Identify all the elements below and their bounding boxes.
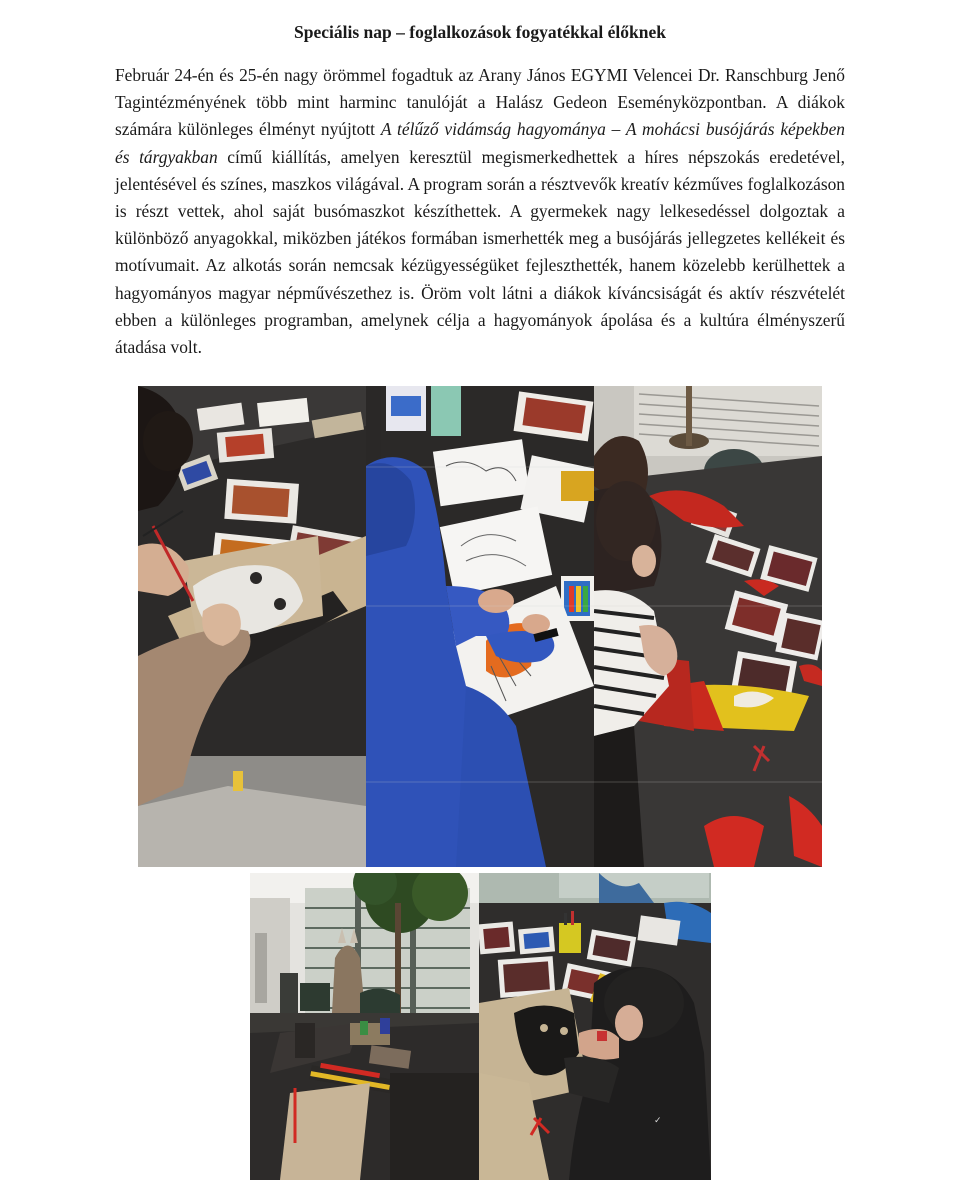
photo-2-image <box>366 386 594 867</box>
photo-student-black-hoodie <box>479 873 711 1180</box>
article-title: Speciális nap – foglalkozások fogyatékkal élőknek <box>294 22 666 42</box>
exhibition-title: A télűző vidámság hagyománya – A mohácsi busójárás képekben és tárgyakban <box>115 119 845 167</box>
photo-5-hoodie-mark: ✓ <box>654 1116 662 1126</box>
photo-5-image <box>479 873 711 1180</box>
photo-student-cutting-mask <box>138 386 366 867</box>
photo-students-crafting <box>594 386 822 867</box>
photo-4-image <box>250 873 479 1180</box>
article-body <box>115 62 845 361</box>
photo-student-coloring <box>366 386 594 867</box>
photo-1-image <box>138 386 366 867</box>
photo-room-buso-costume <box>250 873 479 1180</box>
body-text-part-1: Február 24-én és 25-én nagy örömmel fogadtuk az Arany János EGYMI Velencei Dr. Ranschburg Jenő Tagintézményének több mint harminc tanulóját a Halász Gedeon Eseményközpontban. A diákok számára különleges élményt nyújtott <box>115 65 845 140</box>
photo-3-image <box>594 386 822 867</box>
body-text-part-2: című kiállítás, amelyen keresztül megismerkedhettek a híres népszokás eredetével, jelentésével és színes, maszkos világával. A program során a résztvevők kreatív kézműves foglalkozáson is részt vettek, ahol saját busómaszkot készíthettek. A gyermekek nagy lelkesedéssel dolgoztak a különböző anyagokkal, miközben játékos formában ismerhették meg a busójárás jellegzetes kellékeit és motívumait. Az alkotás során nemcsak kézügyességüket fejleszthették, hanem közelebb kerülhettek a hagyományos magyar népművészethez is. Öröm volt látni a diákok kíváncsiságát és aktív részvételét ebben a különleges programban, amelynek célja a hagyományok ápolása és a kultúra élményszerű átadása volt. <box>115 146 845 358</box>
